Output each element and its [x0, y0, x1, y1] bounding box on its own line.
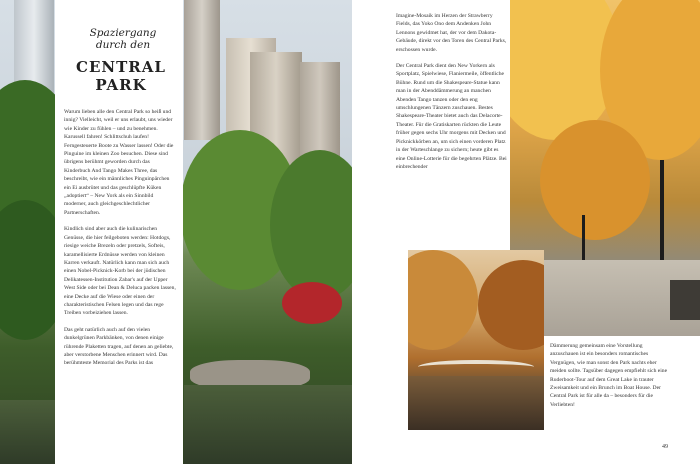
tree [408, 250, 478, 350]
page-number: 49 [662, 444, 668, 450]
page-title: CENTRAL PARK [76, 58, 166, 94]
paragraph: Imagine-Mosaik im Herzen der Strawberry Fields, das Yoko Ono dem Andenken John Lennons gewidmet hat, der vor dem Dakota-Gebäude, direkt vor den Toren des Central Parks, erschossen wurde. [396, 13, 507, 53]
bottom-right-text [550, 342, 668, 417]
red-tree [282, 282, 342, 324]
tree [478, 260, 544, 350]
paragraph: Das geht natürlich auch auf den vielen dunkelgrünen Parkbänken, von denen einige rührende Plaketten tragen, auf denen an geliebte, aber verstorbene Menschen erinnert wird. Das berühmteste Memorial des Parks ist das [64, 326, 174, 367]
right-body-text [396, 12, 508, 179]
paragraph: Der Central Park dient den New Yorkern als Sportplatz, Spielwiese, Flaniermeile, öffentliche Bühne. Rund um die Shakespeare-Statue kann man in der Abenddämmerung an manchen Abenden Tango tanzen oder den eng umschlungenen Tänzern zuschauen. Bestes Shakespeare-Theater bietet auch das Delacorte-Theater. Für die Gratiskarten rückten die Leute früher gegen sechs Uhr morgens mit Decken und Picknickkörben an, um sich einen vorderen Platz in der Warteschlange zu sichern; heute gibt es eine Online-Lotterie für die begehrten Plätze. Bei einbrechender [396, 63, 507, 170]
tree [540, 120, 650, 240]
bridge [418, 360, 534, 374]
paragraph: Kindlich sind aber auch die kulinarischen Genüsse, die hier feilgeboten werden: Hotdogs, riesige weiche Brezeln oder pretzels, Softeis, karamellisierte Erdnüsse werden von kleinen Karren verkauft. Natürlich kann man sich auch einen Nobel-Picknick-Korb bei der jüdischen Delikatessen-Institution Zabar's auf der Upper West Side oder bei Dean & Deluca packen lassen, eine Decke auf die Wiese oder einen der charakteristischen Felsen legen und das rege Treiben vorbeiziehen lassen. [64, 226, 176, 317]
skyscraper [184, 0, 220, 140]
paragraph: Warum lieben alle den Central Park so heiß und innig? Vielleicht, weil er uns erlaubt, uns wieder wie Kinder zu fühlen – und zu benehmen. Karussell fahren! Schlittschuh laufen! Ferngesteuerte Boote zu Wasser lassen! Oder die Pinguine im kleinen Zoo besuchen. Diese sind übrigens berühmt geworden durch das Kinderbuch And Tango Makes Three, das beschreibt, wie ein männliches Pinguinpärchen ein Ei ausbrütet und das geschlüpfte Küken „adoptiert“ – New York als ein Sinnbild moderner, auch gleichgeschlechtlicher Partnerschaften. [64, 109, 174, 216]
left-body-text [64, 108, 176, 376]
paragraph: Dämmerung gemeinsam eine Vorstellung anzuschauen ist ein besonders romantisches Vergnügen, wie man sonst den Park nachts eher meiden sollte. Tagsüber dagegen empfiehlt sich eine Ruderboot-Tour auf dem Great Lake in trauter Zweisamkeit und ein Brunch im Boat House. Der Central Park ist für alle da – besonders für die Verliebten! [550, 343, 668, 408]
pond [184, 385, 352, 464]
title-script: Spaziergang durch den [89, 27, 157, 51]
lake [408, 376, 544, 430]
pond [0, 400, 55, 464]
bow-bridge-photo [408, 250, 544, 430]
bench [670, 280, 700, 320]
